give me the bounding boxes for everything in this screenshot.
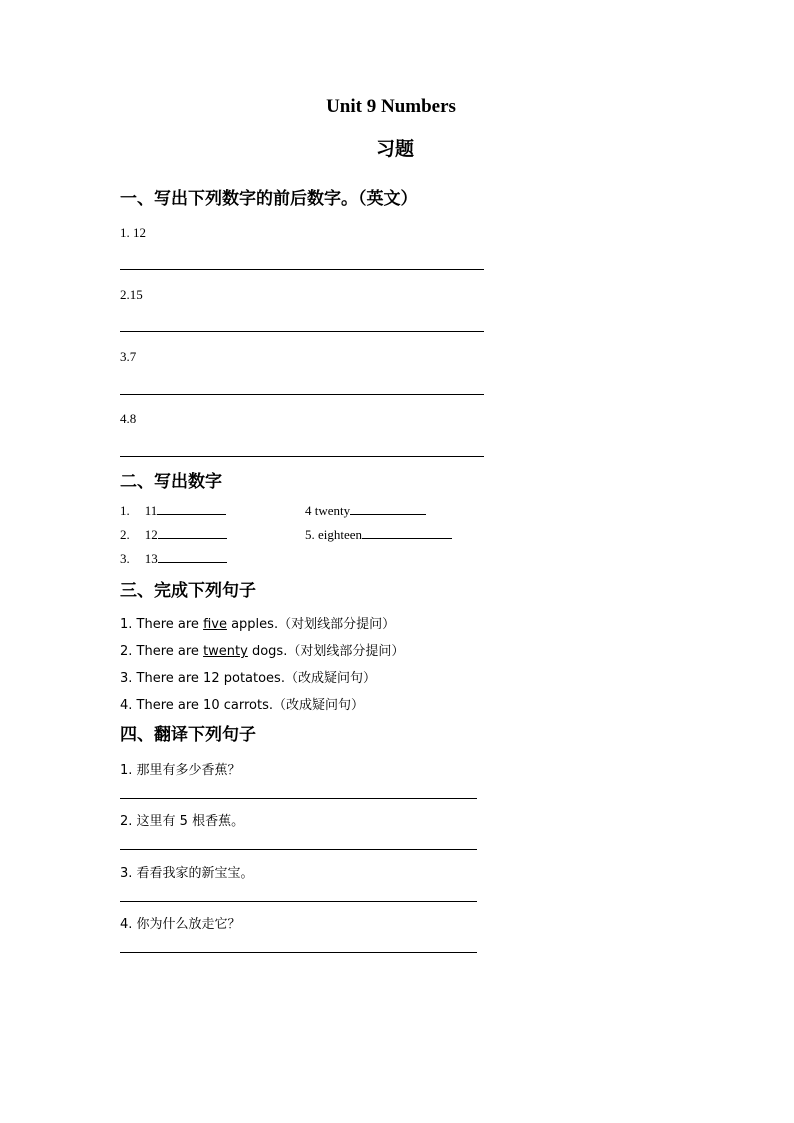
section3-item-2 <box>120 640 404 659</box>
section4-heading: 四、翻译下列句子 <box>120 725 256 745</box>
item-text: 12 <box>144 527 158 542</box>
answer-blank <box>362 537 452 539</box>
answer-blank <box>158 561 227 563</box>
item-number: 3. <box>120 551 130 566</box>
section3-item-4: 4. There are 10 carrots.（改成疑问句） <box>120 698 364 713</box>
answer-line <box>120 331 484 332</box>
page-title: Unit 9 Numbers <box>326 96 456 117</box>
section1-item-2: 2.15 <box>120 287 143 302</box>
answer-blank <box>158 537 227 539</box>
underlined-word: twenty <box>203 644 248 659</box>
answer-line <box>120 798 477 799</box>
sentence-text: apples.（对划线部分提问） <box>226 617 396 632</box>
page-subtitle: 习题 <box>376 138 415 160</box>
section1-item-3: 3.7 <box>120 349 137 364</box>
section4-item-3: 3. 看看我家的新宝宝。 <box>120 866 254 881</box>
item-text: 4 twenty <box>305 503 351 518</box>
answer-blank <box>157 513 226 515</box>
answer-line <box>120 952 477 953</box>
section2-item-1 <box>120 503 226 519</box>
section4-item-4: 4. 你为什么放走它？ <box>120 917 241 932</box>
section2-item-5 <box>305 527 452 543</box>
sentence-text: dogs.（对划线部分提问） <box>247 644 405 659</box>
section1-item-4: 4.8 <box>120 411 137 426</box>
sentence-text: 2. There are <box>120 644 204 659</box>
item-number: 1. <box>120 503 130 518</box>
section2-heading: 二、写出数字 <box>120 472 222 492</box>
underlined-word: five <box>203 617 227 632</box>
section4-item-1: 1. 那里有多少香蕉？ <box>120 763 241 778</box>
section3-heading: 三、完成下列句子 <box>120 581 256 601</box>
section2-item-4 <box>305 503 426 519</box>
item-text: 5. eighteen <box>305 527 363 542</box>
section3-item-1 <box>120 613 395 632</box>
item-number: 2. <box>120 527 130 542</box>
item-text: 11 <box>144 503 158 518</box>
answer-line <box>120 901 477 902</box>
answer-line <box>120 849 477 850</box>
section3-item-3: 3. There are 12 potatoes.（改成疑问句） <box>120 671 376 686</box>
section2-item-3 <box>120 551 227 567</box>
section1-heading: 一、写出下列数字的前后数字。（英文） <box>120 189 418 209</box>
answer-line <box>120 269 484 270</box>
sentence-text: 1. There are <box>120 617 204 632</box>
answer-blank <box>350 513 426 515</box>
section1-item-1: 1. 12 <box>120 225 146 240</box>
section2-item-2 <box>120 527 227 543</box>
answer-line <box>120 394 484 395</box>
answer-line <box>120 456 484 457</box>
section4-item-2: 2. 这里有 5 根香蕉。 <box>120 814 245 829</box>
item-text: 13 <box>144 551 158 566</box>
